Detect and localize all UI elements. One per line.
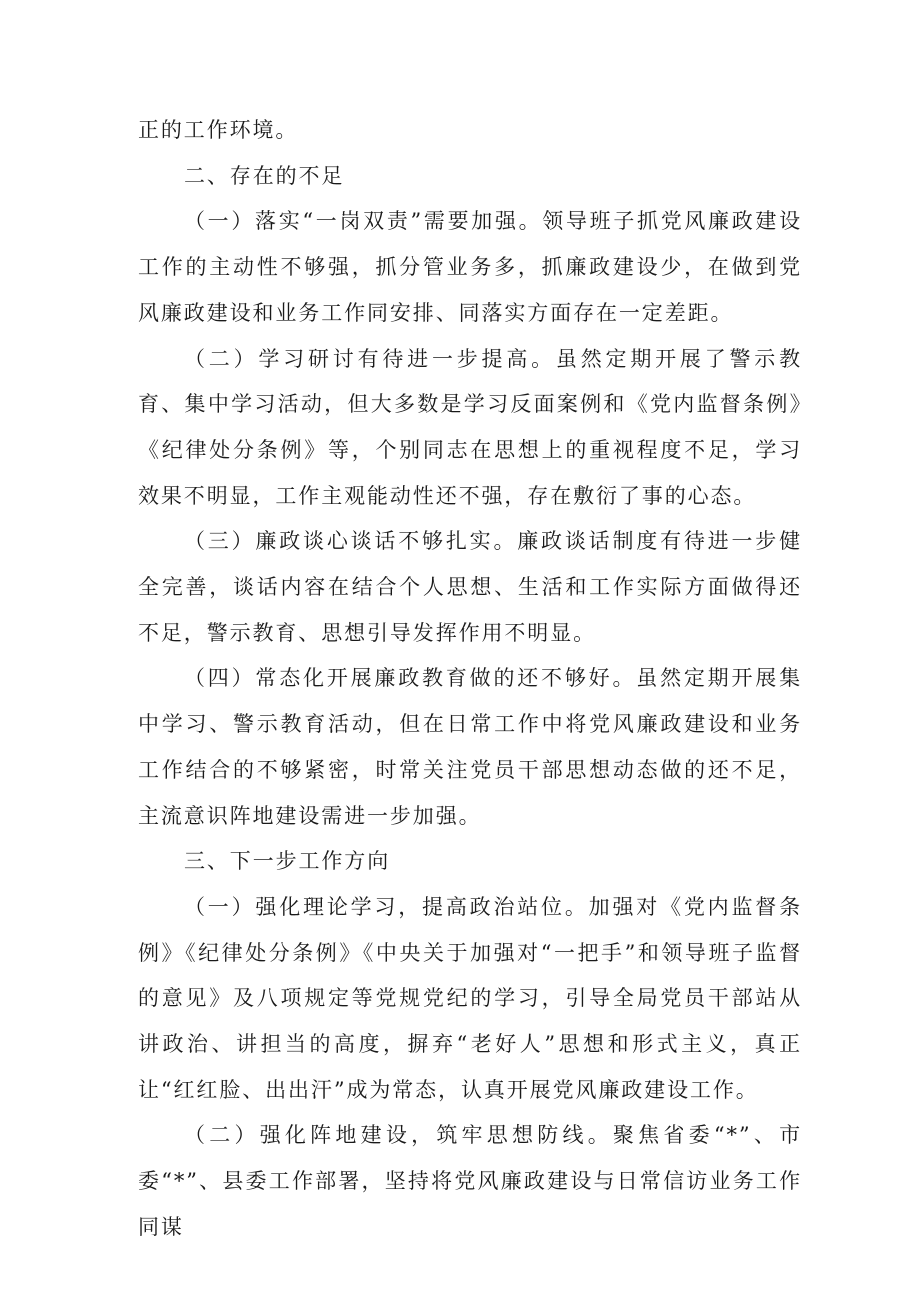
paragraph-next-step-2: （二）强化阵地建设，筑牢思想防线。聚焦省委“*”、市委“*”、县委工作部署，坚持将党风廉政建设与日常信访业务工作同谋 bbox=[138, 1123, 802, 1239]
paragraph-shortcoming-3: （三）廉政谈心谈话不够扎实。廉政谈话制度有待进一步健全完善，谈话内容在结合个人思想、生活和工作实际方面做得还不足，警示教育、思想引导发挥作用不明显。 bbox=[138, 529, 802, 645]
paragraph-shortcoming-1: （一）落实“一岗双责”需要加强。领导班子抓党风廉政建设工作的主动性不够强，抓分管业务多，抓廉政建设少，在做到党风廉政建设和业务工作同安排、同落实方面存在一定差距。 bbox=[138, 209, 802, 325]
document-body bbox=[138, 108, 802, 1251]
paragraph-shortcoming-2: （二）学习研讨有待进一步提高。虽然定期开展了警示教育、集中学习活动，但大多数是学习反面案例和《党内监督条例》《纪律处分条例》等，个别同志在思想上的重视程度不足，学习效果不明显，工作主观能动性还不强，存在敷衍了事的心态。 bbox=[138, 346, 802, 508]
section-heading-shortcomings: 二、存在的不足 bbox=[184, 163, 345, 188]
section-heading-next-steps: 三、下一步工作方向 bbox=[184, 849, 391, 874]
paragraph-next-step-1: （一）强化理论学习，提高政治站位。加强对《党内监督条例》《纪律处分条例》《中央关于加强对“一把手”和领导班子监督的意见》及八项规定等党规党纪的学习，引导全局党员干部站从讲政治、讲担当的高度，摒弃“老好人”思想和形式主义，真正让“红红脸、出出汗”成为常态，认真开展党风廉政建设工作。 bbox=[138, 894, 802, 1102]
paragraph-shortcoming-4: （四）常态化开展廉政教育做的还不够好。虽然定期开展集中学习、警示教育活动，但在日常工作中将党风廉政建设和业务工作结合的不够紧密，时常关注党员干部思想动态做的还不足，主流意识阵地建设需进一步加强。 bbox=[138, 666, 802, 828]
paragraph-continuation: 正的工作环境。 bbox=[138, 118, 299, 142]
